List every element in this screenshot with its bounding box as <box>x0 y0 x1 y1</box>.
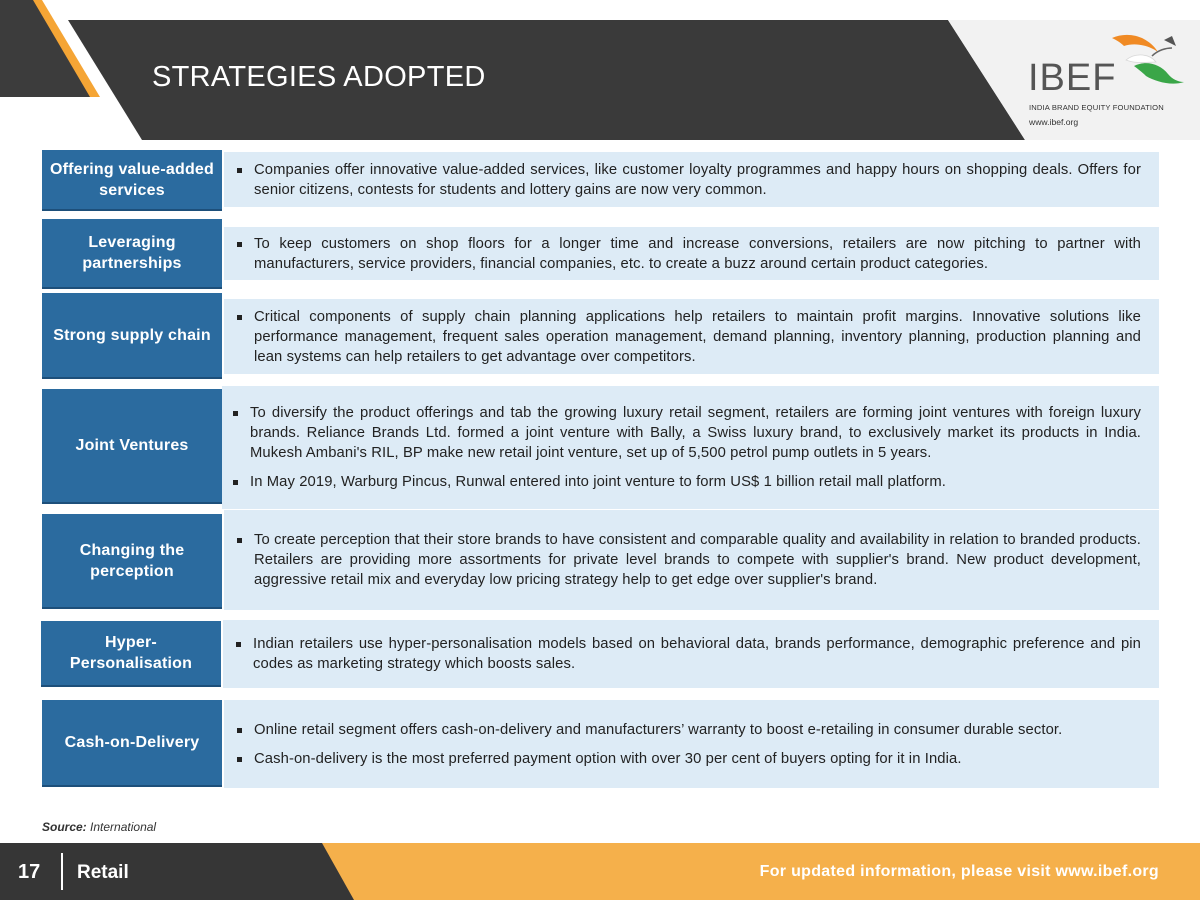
strategy-label: Offering value-added services <box>42 150 222 211</box>
source-note <box>42 820 156 834</box>
strategy-label: Cash-on-Delivery <box>42 700 222 787</box>
strategy-bullet: Critical components of supply chain planning applications help retailers to maintain profit margins. Innovative solutions like performance management, frequent sales operation management, demand planning, inventory planning, production planning and lean systems can help retailers to get advantage over competitors. <box>234 307 1141 367</box>
strategy-bullet: Companies offer innovative value-added services, like customer loyalty programmes and happy hours on shopping deals. Offers for senior citizens, contests for students and lottery gains are now very common. <box>234 160 1141 200</box>
strategy-label: Joint Ventures <box>42 389 222 504</box>
bird-logo-icon <box>1106 32 1186 86</box>
strategy-label: Changing the perception <box>42 514 222 609</box>
strategy-bullet: To diversify the product offerings and tab the growing luxury retail segment, retailers are forming joint ventures with foreign luxury brands. Reliance Brands Ltd. formed a joint venture with Bally, a Swiss luxury brand, to exclusively market its products in India. Mukesh Ambani's RIL, BP make new retail joint venture, set up of 5,500 petrol pump outlets in 5 years. <box>230 403 1141 463</box>
footer-divider <box>61 853 63 890</box>
strategy-row-value-added <box>42 150 1159 212</box>
strategy-row-perception <box>42 514 1159 610</box>
strategy-label: Strong supply chain <box>42 293 222 379</box>
strategy-label: Hyper-Personalisation <box>41 621 221 687</box>
footer-dark-panel <box>0 843 354 900</box>
strategy-bullet: To create perception that their store brands to have consistent and comparable quality and availability in relation to branded products. Retailers are providing more assortments for private level brands to compete with supplier's brand. New product development, aggressive retail mix and everyday low pricing strategy help to get edge over supplier's brand. <box>234 530 1141 590</box>
strategy-content <box>224 227 1159 280</box>
strategy-row-hyper-personalisation <box>42 621 1159 688</box>
logo-wordmark: IBEF <box>1028 57 1117 99</box>
page-number: 17 <box>18 861 41 883</box>
strategy-content <box>224 299 1159 374</box>
strategy-bullet: Cash-on-delivery is the most preferred payment option with over 30 per cent of buyers opting for it in India. <box>234 749 1141 769</box>
strategy-bullet: Indian retailers use hyper-personalisation models based on behavioral data, brands performance, demographic preference and pin codes as marketing strategy which boosts sales. <box>233 634 1141 674</box>
footer-section-title: Retail <box>77 862 129 883</box>
strategy-bullet: Online retail segment offers cash-on-delivery and manufacturers’ warranty to boost e-retailing in consumer durable sector. <box>234 720 1141 740</box>
source-label: Source: <box>42 820 87 834</box>
logo-url: www.ibef.org <box>1029 117 1079 127</box>
strategy-content <box>224 510 1159 610</box>
strategy-bullet: To keep customers on shop floors for a longer time and increase conversions, retailers are now pitching to partner with manufacturers, service providers, financial companies, etc. to create a buzz around certain product categories. <box>234 234 1141 274</box>
page-title: STRATEGIES ADOPTED <box>152 61 486 93</box>
strategy-row-cash-on-delivery <box>42 700 1159 788</box>
strategy-row-joint-ventures <box>42 389 1159 509</box>
source-text: International <box>90 820 157 834</box>
logo-subtitle: INDIA BRAND EQUITY FOUNDATION <box>1029 103 1164 112</box>
strategy-content <box>224 700 1159 788</box>
strategy-row-supply-chain <box>42 293 1159 380</box>
strategy-label: Leveraging partnerships <box>42 219 222 289</box>
footer-website-note[interactable]: For updated information, please visit www.ibef.org <box>759 863 1159 880</box>
strategy-content <box>224 152 1159 207</box>
ibef-logo <box>1028 30 1188 130</box>
strategy-content <box>223 620 1159 688</box>
strategy-bullet: In May 2019, Warburg Pincus, Runwal entered into joint venture to form US$ 1 billion retail mall platform. <box>230 472 1141 492</box>
strategy-content <box>222 386 1159 509</box>
strategy-row-partnerships <box>42 219 1159 290</box>
